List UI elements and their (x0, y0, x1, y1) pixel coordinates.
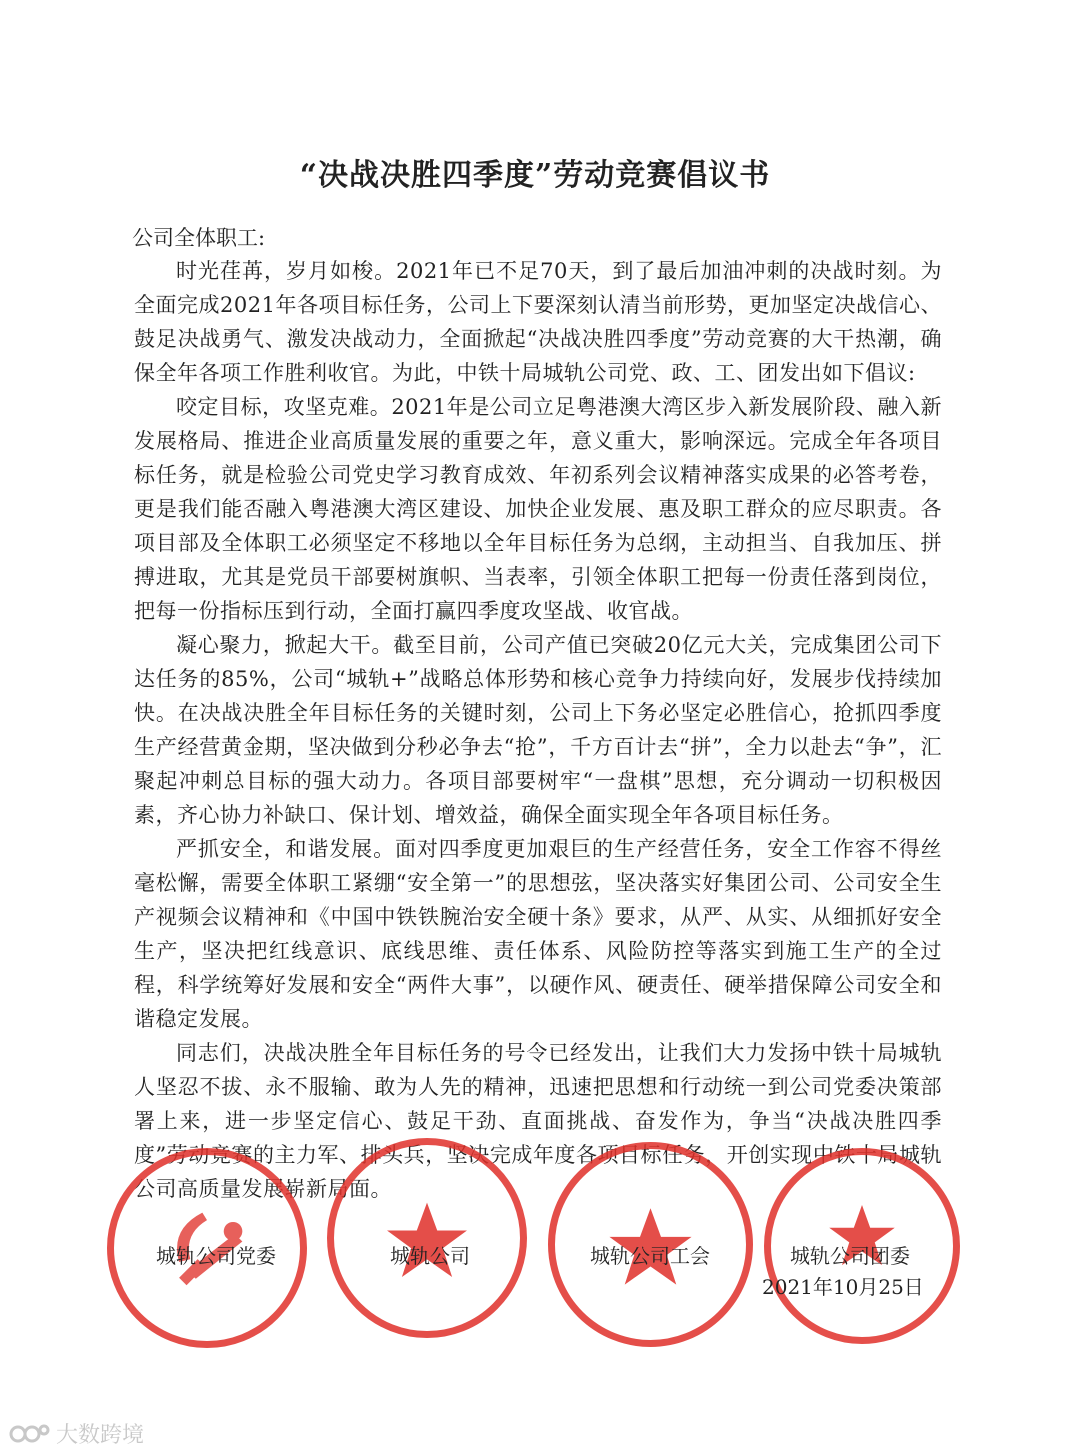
star-icon (334, 1145, 520, 1331)
signatory-youth-league: 城轨公司团委 (790, 1244, 910, 1268)
paragraph: 凝心聚力，掀起大干。截至目前，公司产值已突破20亿元大关，完成集团公司下达任务的85%，公司“城轨+”战略总体形势和核心竞争力持续向好，发展步伐持续加快。在决战决胜全年目标任务的关键时刻，公司上下务必坚定必胜信心，抢抓四季度生产经营黄金期，坚决做到分秒必争去“抢”，千方百计去“拼”，全力以赴去“争”，汇聚起冲刺总目标的强大动力。各项目部要树牢“一盘棋”思想，充分调动一切积极因素，齐心协力补缺口、保计划、增效益，确保全面实现全年各项目标任务。 (134, 633, 942, 827)
signatory-party-committee: 城轨公司党委 (156, 1244, 276, 1268)
document-title: “决战决胜四季度”劳动竞赛倡议书 (299, 158, 771, 193)
document-date: 2021年10月25日 (762, 1275, 924, 1299)
signatory-union: 城轨公司工会 (590, 1244, 710, 1268)
company-seal (327, 1138, 527, 1338)
paragraph: 时光荏苒，岁月如梭。2021年已不足70天，到了最后加油冲刺的决战时刻。为全面完成2021年各项目标任务，公司上下要深刻认清当前形势，更加坚定决战信心、鼓足决战勇气、激发决战动力，全面掀起“决战决胜四季度”劳动竞赛的大干热潮，确保全年各项工作胜利收官。为此，中铁十局城轨公司党、政、工、团发出如下倡议: (134, 259, 942, 385)
document-body (134, 254, 942, 1206)
watermark (8, 1418, 144, 1449)
watermark-logo-icon (8, 1420, 50, 1448)
signatory-company: 城轨公司 (390, 1244, 470, 1268)
salutation: 公司全体职工: (132, 226, 266, 250)
watermark-text: 大数跨境 (56, 1423, 145, 1448)
paragraph: 咬定目标，攻坚克难。2021年是公司立足粤港澳大湾区步入新发展阶段、融入新发展格局、推进企业高质量发展的重要之年，意义重大，影响深远。完成全年各项目标任务，就是检验公司党史学习教育成效、年初系列会议精神落实成果的必答考卷，更是我们能否融入粤港澳大湾区建设、加快企业发展、惠及职工群众的应尽职责。各项目部及全体职工必须坚定不移地以全年目标任务为总纲，主动担当、自我加压、拼搏进取，尤其是党员干部要树旗帜、当表率，引领全体职工把每一份责任落到岗位，把每一份指标压到行动，全面打赢四季度攻坚战、收官战。 (134, 395, 942, 623)
paragraph: 严抓安全，和谐发展。面对四季度更加艰巨的生产经营任务，安全工作容不得丝毫松懈，需要全体职工紧绷“安全第一”的思想弦，坚决落实好集团公司、公司安全生产视频会议精神和《中国中铁铁腕治安全硬十条》要求，从严、从实、从细抓好安全生产，坚决把红线意识、底线思维、责任体系、风险防控等落实到施工生产的全过程，科学统筹好发展和安全“两件大事”，以硬作风、硬责任、硬举措保障公司安全和谐稳定发展。 (134, 837, 942, 1031)
paragraph: 同志们，决战决胜全年目标任务的号令已经发出，让我们大力发扬中铁十局城轨人坚忍不拔、永不服输、敢为人先的精神，迅速把思想和行动统一到公司党委决策部署上来，进一步坚定信心、鼓足干劲、直面挑战、奋发作为，争当“决战决胜四季度”劳动竞赛的主力军、排头兵，坚决完成年度各项目标任务，开创实现中铁十局城轨公司高质量发展崭新局面。 (134, 1041, 942, 1201)
